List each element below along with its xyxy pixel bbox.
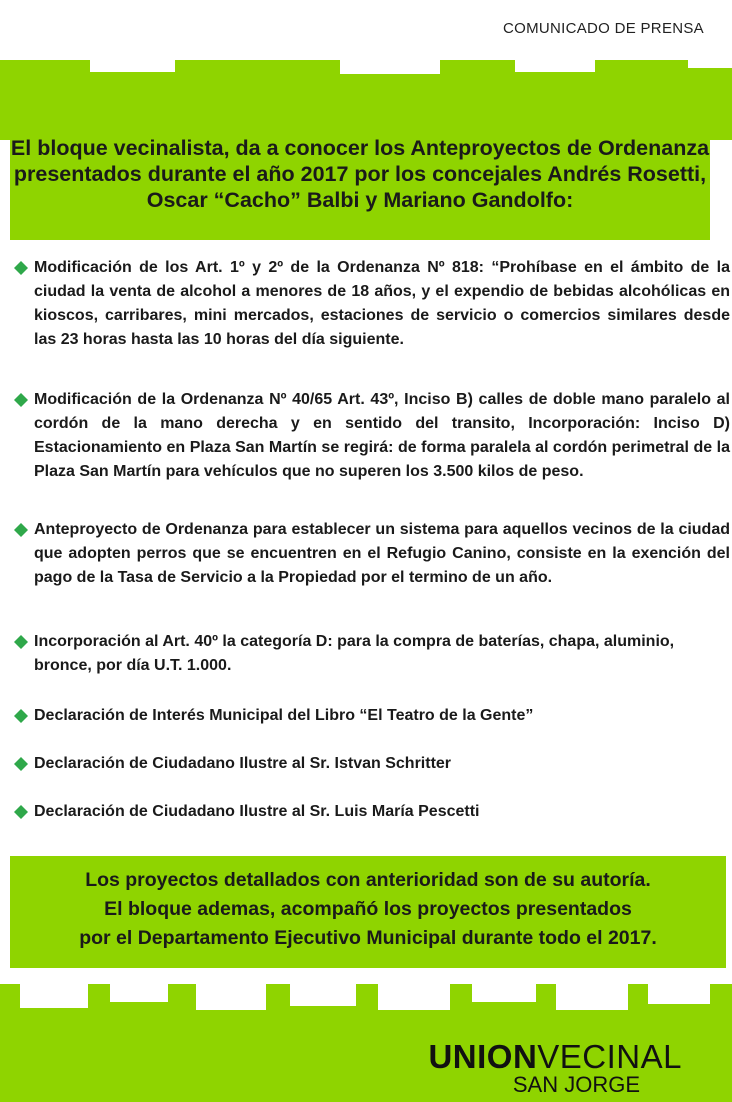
list-item-text: Modificación de la Ordenanza Nº 40/65 Art. 43º, Inciso B) calles de doble mano paralelo al cordón de la mano derecha y en sentido del transito, Incorporación: Inciso D) Estacionamiento en Plaza San Martín se regirá: de forma paralela al cordón perimetral de la Plaza San Martín para vehículos que no superen los 3.500 kilos de peso. bbox=[34, 391, 730, 480]
list-item bbox=[14, 704, 730, 728]
union-vecinal-logo bbox=[428, 1040, 682, 1096]
list-item bbox=[14, 800, 730, 824]
list-item bbox=[14, 256, 730, 352]
list-item bbox=[14, 388, 730, 484]
authorship-note-line: El bloque ademas, acompañó los proyectos presentados bbox=[104, 898, 632, 920]
skyline-header-decoration bbox=[0, 60, 732, 140]
diamond-bullet-icon bbox=[14, 805, 28, 819]
list-item bbox=[14, 630, 730, 678]
logo-subtitle: SAN JORGE bbox=[512, 1072, 640, 1097]
authorship-note-line: por el Departamento Ejecutivo Municipal durante todo el 2017. bbox=[79, 927, 657, 949]
authorship-note-box bbox=[10, 856, 726, 968]
list-item-text: Anteproyecto de Ordenanza para establecer un sistema para aquellos vecinos de la ciudad que adopten perros que se encuentren en el Refugio Canino, consiste en la exención del pago de la Tasa de Servicio a la Propiedad por el termino de un año. bbox=[34, 521, 730, 586]
list-item-text: Incorporación al Art. 40º la categoría D: para la compra de baterías, chapa, aluminio, bronce, por día U.T. 1.000. bbox=[34, 633, 675, 674]
list-item bbox=[14, 518, 730, 590]
diamond-bullet-icon bbox=[14, 757, 28, 771]
list-item-text: Declaración de Ciudadano Ilustre al Sr. Luis María Pescetti bbox=[34, 803, 480, 820]
authorship-note-line: Los proyectos detallados con anterioridad son de su autoría. bbox=[85, 869, 651, 891]
logo-regular-word: VECINAL bbox=[537, 1038, 682, 1075]
diamond-bullet-icon bbox=[14, 709, 28, 723]
list-item-text: Declaración de Ciudadano Ilustre al Sr. Istvan Schritter bbox=[34, 755, 452, 772]
list-item-text: Declaración de Interés Municipal del Libro “El Teatro de la Gente” bbox=[34, 707, 534, 724]
press-release-label: COMUNICADO DE PRENSA bbox=[502, 20, 704, 37]
logo-bold-word: UNION bbox=[428, 1038, 538, 1075]
diamond-bullet-icon bbox=[14, 393, 28, 407]
intro-title-box bbox=[10, 132, 710, 240]
list-item-text: Modificación de los Art. 1º y 2º de la Ordenanza Nº 818: “Prohíbase en el ámbito de la ciudad la venta de alcohol a menores de 18 años, y el expendio de bebidas alcohólicas en kioscos, carribares, mini mercados, estaciones de servicio o comercios similares desde las 23 horas hasta las 10 horas del día siguiente. bbox=[34, 259, 730, 348]
diamond-bullet-icon bbox=[14, 635, 28, 649]
intro-title: El bloque vecinalista, da a conocer los Anteproyectos de Ordenanza presentados durante el año 2017 por los concejales Andrés Rosetti, Oscar “Cacho” Balbi y Mariano Gandolfo: bbox=[10, 136, 710, 212]
diamond-bullet-icon bbox=[14, 523, 28, 537]
diamond-bullet-icon bbox=[14, 261, 28, 275]
list-item bbox=[14, 752, 730, 776]
